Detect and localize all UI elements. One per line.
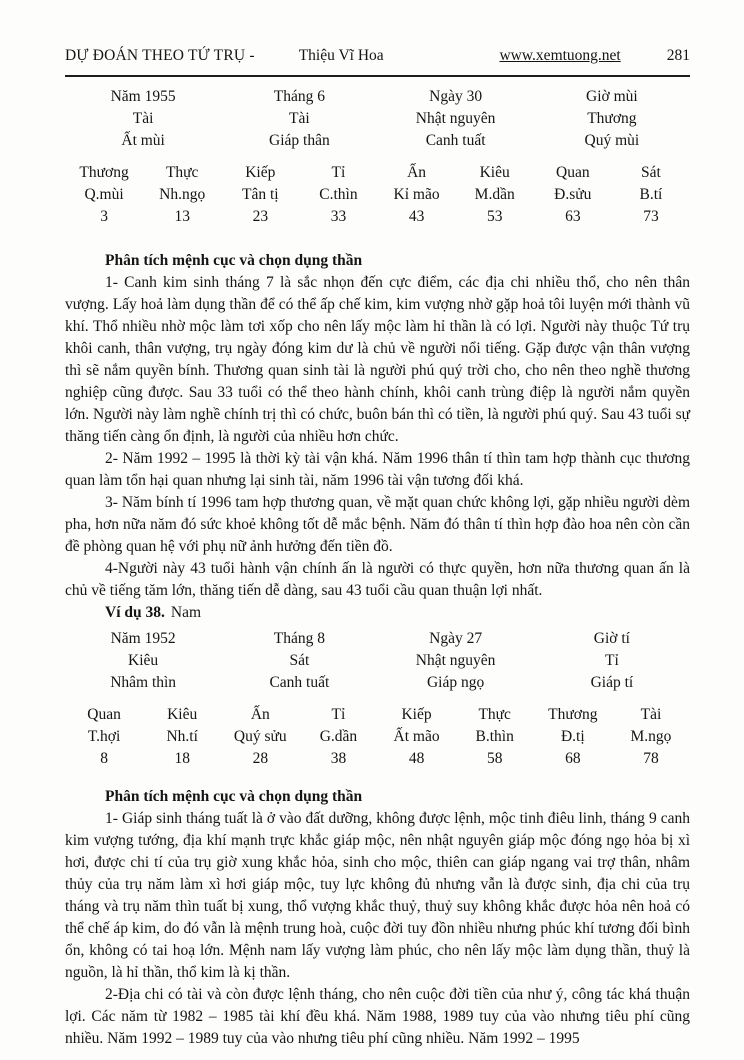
example-38-gender: Nam (170, 604, 202, 621)
table-cell: Nhâm thìn (110, 674, 177, 691)
table-cell: 28 (252, 750, 269, 767)
table-cell: Giờ tí (593, 630, 630, 647)
analysis-heading: Phân tích mệnh cục và chọn dụng thần (105, 788, 363, 805)
book-title: DỰ ĐOÁN THEO TỨ TRỤ - (65, 47, 255, 64)
analysis-heading: Phân tích mệnh cục và chọn dụng thần (105, 252, 363, 269)
table-cell: B.tí (639, 186, 663, 203)
table-cell: Tài (640, 706, 662, 723)
analysis-paragraph: 1- Giáp sinh tháng tuất là ở vào đất dưỡng, không được lệnh, mộc tinh điêu linh, tháng 9 canh kim vượng tướng, địa khí mạnh trực khắc giáp mộc, nên nhật nguyên giáp mộc đóng ngọ hỏa bị xì hơi, được chi tí của trụ giờ xung khắc hỏa, sinh cho mộc, thiên can giáp ngang vai trợ thân, nhâm thủy của trụ năm làm xì hơi giáp mộc, tuy lực không đủ nhưng vẫn là được sinh, địa chi của trụ tháng và trụ năm thìn tuất bị xung, thổ vượng khắc thuỷ, thuỷ suy không khắc được hỏa nên hoả có thể chế áp kim, do đó vẫn là mệnh trung hoà, cuộc đời tuy đồn nhiều nhưng phúc khí tương đối bình ổn, không có tai hoạ lớn. Mệnh nam lấy vượng làm phúc, cho nên lấy mộc làm dụng thần, thuỷ là nguồn, là hỉ thần, thổ kim là kị thần. (65, 810, 690, 981)
website-link: www.xemtuong.net (499, 47, 621, 64)
table-cell: 8 (100, 750, 108, 767)
table-cell: Nhật nguyên (415, 110, 496, 127)
table-cell: Ấn (250, 706, 270, 723)
table-cell: Nh.ngọ (159, 186, 206, 203)
table-cell: M.dần (474, 186, 515, 203)
table-cell: 43 (408, 208, 425, 225)
table-cell: Kiêu (128, 652, 159, 669)
table-row (65, 704, 690, 726)
table-cell: Quý mùi (584, 132, 640, 149)
table-row (65, 206, 690, 228)
table-cell: 48 (408, 750, 425, 767)
table-cell: 18 (174, 750, 190, 767)
example-38-label: Ví dụ 38. (105, 604, 165, 621)
table-cell: Nh.tí (166, 728, 198, 745)
table-cell: Tỉ (331, 164, 346, 181)
analysis-paragraph: 1- Canh kim sinh tháng 7 là sắc nhọn đến cực điểm, các địa chi nhiều thổ, cho nên thân vượng. Lấy hoả làm dụng thần để có thể ấp chế kim, kim vượng nhờ gặp hoả tôi luyện mới thành vũ khí. Thổ nhiều nhờ mộc làm tơi xốp cho nên lấy mộc làm hỉ thần là có lợi. Người này thuộc Tứ trụ khôi canh, thân vượng, trụ ngày đóng kim dư là chủ về người nổi tiếng. Gặp được vận thân vượng thì sẽ nắm quyền bính. Thương quan sinh tài là người phú quý trời cho, cho nên theo nghề thương nghiệp cũng được. Sau 33 tuổi có thể theo hành chính, khôi canh trùng điệp là người nắm quyền lớn. Người này làm nghề chính trị thì có chức, buôn bán thì có tiền, là người phú quý. Sau 43 tuổi sự thăng tiến càng ổn định, là người của nhiều hơn chức. (65, 274, 690, 445)
table-row (65, 650, 690, 672)
table-cell: 78 (643, 750, 659, 767)
table-row (65, 130, 690, 152)
table-row (65, 108, 690, 130)
table-cell: 33 (330, 208, 347, 225)
table-cell: Kiêu (167, 706, 198, 723)
table-cell: Ngày 27 (429, 630, 483, 647)
analysis-paragraph: 2- Năm 1992 – 1995 là thời kỳ tài vận khá. Năm 1996 thân tí thìn tam hợp thành cục thương quan làm tổn hại quan nhưng lại sinh tài, năm 1996 tài vận tương đối khá. (65, 450, 690, 489)
table-cell: 63 (565, 208, 581, 225)
table-cell: 3 (100, 208, 108, 225)
table-cell: Ất mão (393, 728, 440, 745)
table-cell: Tỉ (331, 706, 346, 723)
table-cell: Quý sửu (233, 728, 287, 745)
table-cell: Tân tị (242, 186, 279, 203)
table-cell: Đ.sửu (554, 186, 592, 203)
header-divider (65, 75, 690, 77)
table-cell: 58 (486, 750, 503, 767)
table-cell: 38 (330, 750, 347, 767)
analysis-paragraph: 3- Năm bính tí 1996 tam hợp thương quan, về mặt quan chức không lợi, gặp nhiều người dèm pha, hơn nữa năm đó sức khoẻ không tốt dễ mắc bệnh. Năm đó thân tí thìn hợp đào hoa nên còn cần đề phòng quan hệ với phụ nữ ảnh hưởng đến tiền đồ. (65, 494, 690, 555)
table-cell: Thực (165, 164, 199, 181)
table-cell: Năm 1952 (110, 630, 176, 647)
table-cell: Quan (556, 164, 590, 181)
table-cell: Kiêu (479, 164, 510, 181)
table-cell: B.thìn (475, 728, 514, 745)
analysis-paragraph: 2-Địa chi có tài và còn được lệnh tháng, cho nên cuộc đời tiền của như ý, công tác khá thuận lợi. Các năm từ 1982 – 1985 tài khí đều khá. Năm 1988, 1989 tuy của vào nhưng tiêu phí cũng nhiều. Năm 1992 – 1989 tuy của vào nhưng tiêu phí cũng nhiều. Năm 1992 – 1995 (65, 986, 690, 1047)
table-cell: M.ngọ (630, 728, 672, 745)
table-cell: Sát (641, 164, 661, 181)
table-cell: Kiếp (245, 164, 276, 181)
example-38-title (65, 602, 690, 624)
table-cell: 13 (174, 208, 190, 225)
table-cell: Canh tuất (425, 132, 486, 149)
table-cell: Ấn (407, 164, 427, 181)
table-cell: Tài (289, 110, 310, 127)
table-row (65, 726, 690, 748)
table-row (65, 628, 690, 650)
table-cell: Thương (79, 164, 129, 181)
table-cell: Kiếp (401, 706, 432, 723)
page-header (65, 46, 690, 66)
table-cell: Đ.tị (560, 728, 585, 745)
table-cell: Giáp ngọ (426, 674, 485, 691)
table-cell: T.hợi (87, 728, 121, 745)
table-cell: Quan (87, 706, 121, 723)
natal-chart-table-38 (65, 628, 690, 694)
table-cell: Giáp tí (590, 674, 634, 691)
table-cell: G.dần (319, 728, 358, 745)
table-cell: 68 (565, 750, 581, 767)
table-row (65, 162, 690, 184)
analysis-paragraph: 4-Người này 43 tuổi hành vận chính ấn là người có thực quyền, hơn nữa thương quan ấn là chủ về tiếng tăm lớn, thăng tiến dễ dàng, sau 43 tuổi cầu quan thuận lợi nhất. (65, 560, 690, 599)
table-cell: Thực (478, 706, 511, 723)
table-cell: Ngày 30 (429, 88, 483, 105)
table-cell: 53 (486, 208, 503, 225)
table-cell: Tỉ (604, 652, 619, 669)
table-cell: Ất mùi (121, 132, 165, 149)
table-cell: Q.mùi (84, 186, 124, 203)
table-cell: Tháng 6 (273, 88, 325, 105)
table-cell: 23 (252, 208, 269, 225)
table-row (65, 86, 690, 108)
table-cell: C.thìn (319, 186, 358, 203)
luck-cycle-table-38 (65, 704, 690, 770)
table-cell: Kỉ mão (393, 186, 440, 203)
table-row (65, 184, 690, 206)
table-cell: Tài (132, 110, 154, 127)
table-cell: 73 (643, 208, 659, 225)
natal-chart-table-37 (65, 86, 690, 152)
table-row (65, 748, 690, 770)
table-cell: Nhật nguyên (415, 652, 496, 669)
page-number: 281 (666, 47, 690, 64)
luck-cycle-table-37 (65, 162, 690, 228)
table-cell: Thương (548, 706, 598, 723)
author-name: Thiệu Vĩ Hoa (298, 47, 384, 64)
table-cell: Canh tuất (269, 674, 330, 691)
table-cell: Sát (289, 652, 310, 669)
table-row (65, 672, 690, 694)
table-cell: Giáp thân (269, 132, 330, 149)
table-cell: Thương (587, 110, 637, 127)
table-cell: Giờ mùi (586, 88, 638, 105)
table-cell: Tháng 8 (273, 630, 325, 647)
table-cell: Năm 1955 (110, 88, 176, 105)
